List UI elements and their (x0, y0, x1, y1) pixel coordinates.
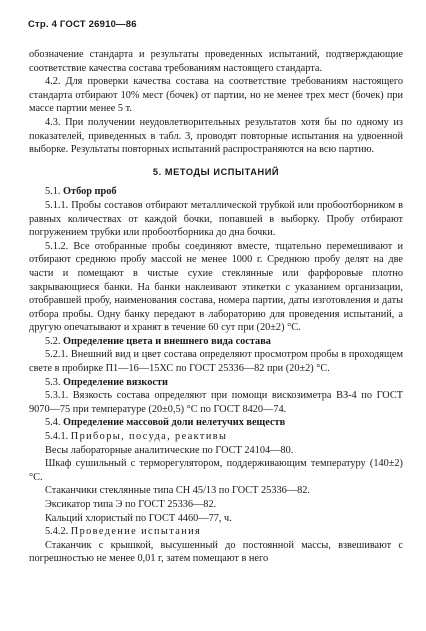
clause-number: 5.4. (45, 417, 64, 429)
body-paragraph: Стаканчик с крышкой, высушенный до постоянной массы, взвешивают с погрешностью не менее 0,01 г, затем помещают в него (29, 539, 403, 565)
clause-number: 5.2. (45, 335, 64, 347)
clause-number: 5.4.1. (45, 431, 71, 443)
subsection-heading (29, 416, 403, 430)
clause-number: 5.3. (45, 376, 64, 388)
body-paragraph: Эксикатор типа Э по ГОСТ 25336—82. (45, 499, 217, 510)
body-paragraph: Кальций хлористый по ГОСТ 4460—77, ч. (45, 512, 232, 524)
subsection-heading (29, 185, 403, 199)
heading-text: Определение массовой доли нелетучих веществ (63, 417, 286, 429)
heading-text: Проведение испытания (70, 526, 202, 538)
body-paragraph: 5.1.2. Все отобранные пробы соединяют вместе, тщательно перемешивают и отбирают среднюю пробу массой не менее 1000 г. Среднюю пробу делят на две части и помещают в чистые сухие стеклянные или фарфоровые плотно закрывающиеся банки. На банки наклеивают этикетки с указанием организации, отобравшей пробу, наименования состава, номера партии, даты изготовления и даты отбора пробы. Одну банку передают в лабораторию для проведения испытаний, а другую опечатывают и хранят в течение 60 сут при (20±2) °С. (29, 240, 403, 334)
subsection-heading (29, 335, 403, 349)
heading-text: Определение цвета и внешнего вида состава (63, 335, 271, 347)
body-paragraph: Шкаф сушильный с терморегулятором, поддерживающим температуру (140±2) °С. (29, 458, 403, 483)
subsection-subheading (29, 525, 403, 539)
heading-text: Отбор проб (63, 186, 117, 198)
body-paragraph: 5.2.1. Внешний вид и цвет состава определяют просмотром пробы в проходящем свете в пробирке П1—16—15ХС по ГОСТ 25336—82 при (20±2) °С. (29, 349, 403, 375)
clause-number: 5.4.2. (45, 526, 71, 538)
body-paragraph: Весы лабораторные аналитические по ГОСТ 24104—80. (45, 444, 294, 456)
body-paragraph: 4.3. При получении неудовлетворительных результатов хотя бы по одному из показателей, приведенных в табл. 3, проводят повторные испытания на удвоенной выборке. Результаты повторных испытаний распространяются на всю партию. (29, 116, 403, 156)
body-paragraph: 4.2. Для проверки качества состава на соответствие требованиям настоящего стандарта отбирают 10% мест (бочек) от партии, но не менее трех мест (бочек) при массе партии менее 5 т. (29, 76, 403, 115)
section-heading: 5. МЕТОДЫ ИСПЫТАНИЙ (152, 166, 280, 177)
subsection-heading (29, 376, 403, 390)
body-paragraph: 5.3.1. Вязкость состава определяют при помощи вискозиметра ВЗ-4 по ГОСТ 9070—75 при температуре (20±0,5) °С по ГОСТ 8420—74. (29, 390, 403, 415)
document-body (29, 48, 403, 566)
page-header: Стр. 4 ГОСТ 26910—86 (28, 19, 137, 30)
body-paragraph: 5.1.1. Пробы составов отбирают металлической трубкой или пробоотборником в равных количествах от каждой бочки, попавшей в выборку. Пробу отбирают погружением трубки или пробоотборника до дна бочки. (29, 199, 403, 239)
body-paragraph: Стаканчики стеклянные типа СН 45/13 по ГОСТ 25336—82. (45, 485, 310, 497)
clause-number: 5.1. (45, 186, 64, 198)
subsection-subheading (29, 430, 403, 444)
heading-text: Приборы, посуда, реактивы (70, 431, 228, 443)
heading-text: Определение вязкости (63, 376, 168, 388)
body-paragraph: обозначение стандарта и результаты проведенных испытаний, подтверждающие соответствие качества состава требованиям настоящего стандарта. (29, 49, 403, 74)
